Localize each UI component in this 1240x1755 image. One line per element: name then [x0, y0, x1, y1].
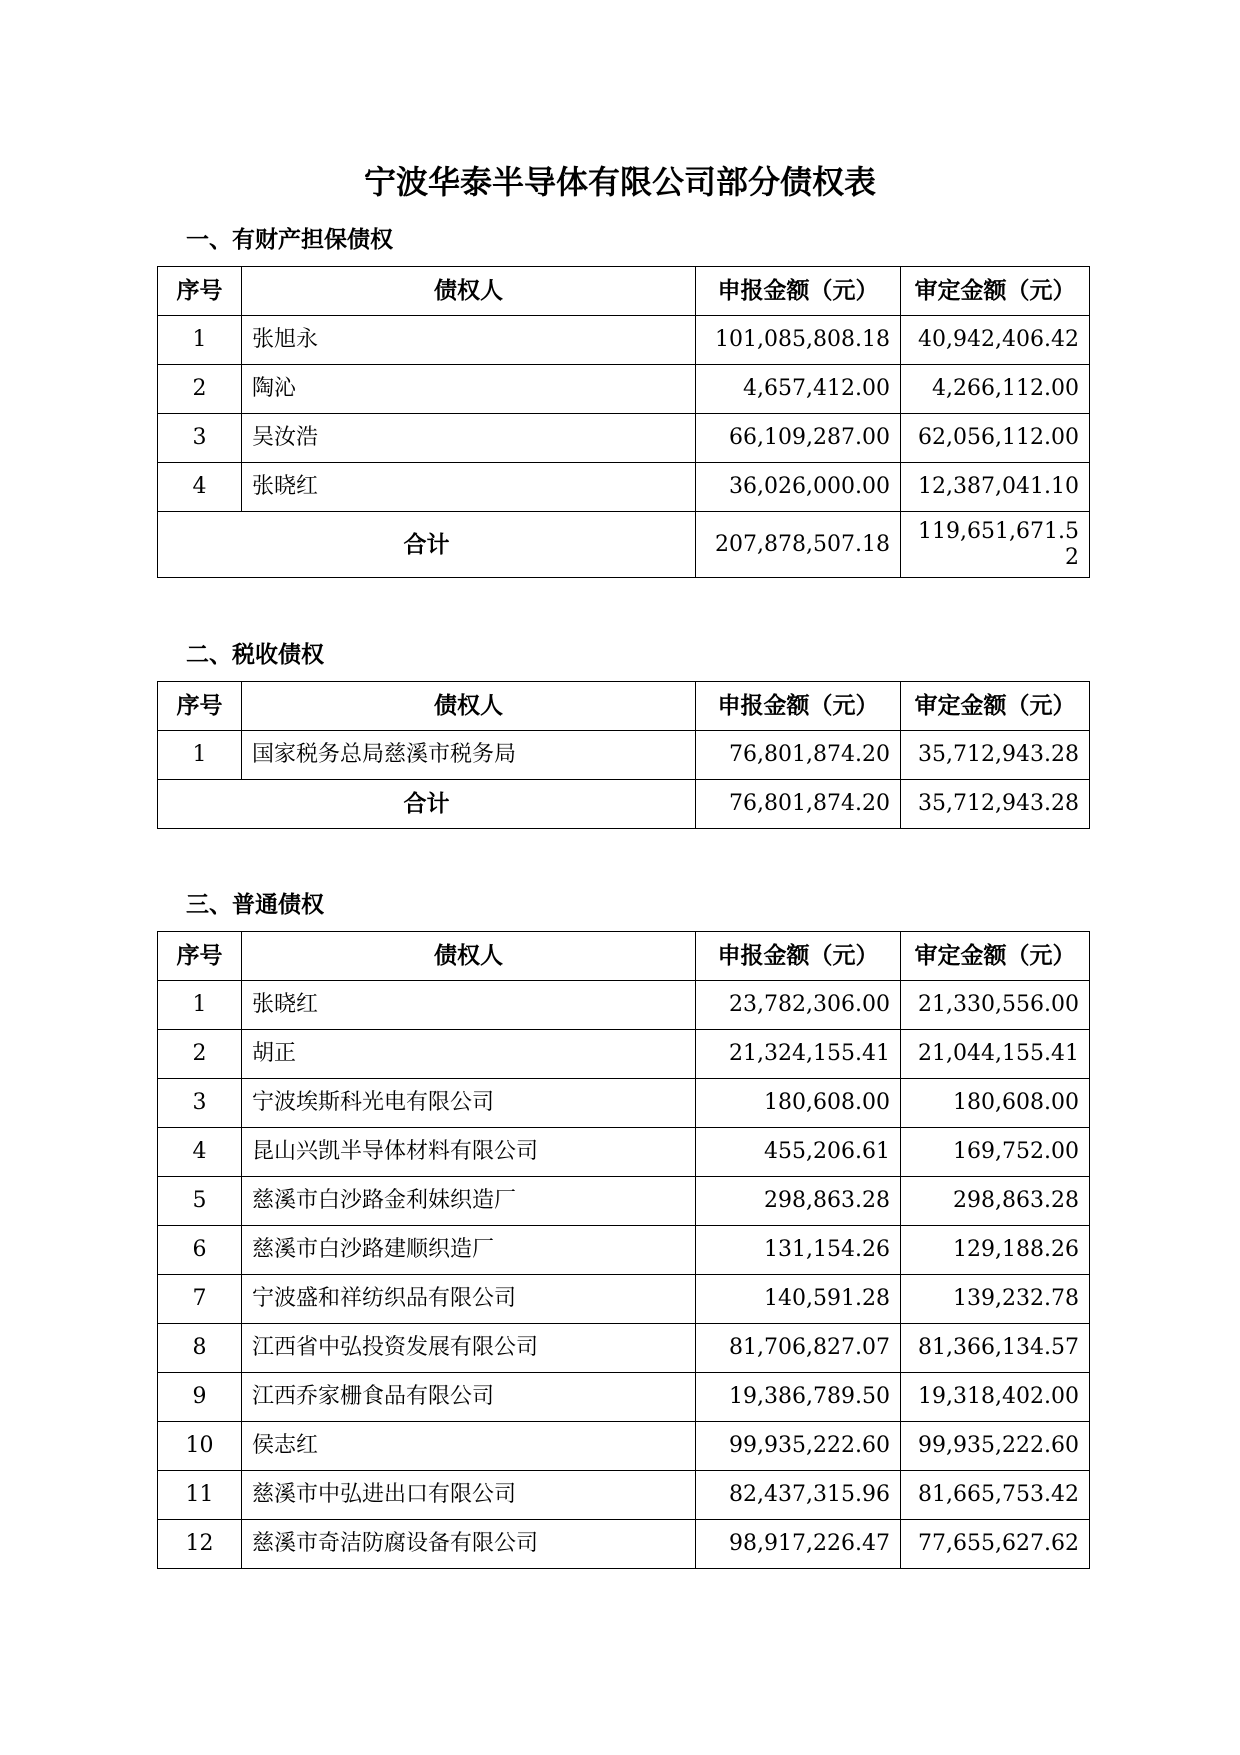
total-approved: 35,712,943.28	[901, 780, 1090, 829]
row-declared: 21,324,155.41	[696, 1030, 901, 1079]
table-header-row	[158, 932, 1090, 981]
row-seq: 10	[158, 1422, 242, 1471]
row-creditor: 张晓红	[242, 981, 696, 1030]
row-creditor: 昆山兴凯半导体材料有限公司	[242, 1128, 696, 1177]
row-creditor: 陶沁	[242, 365, 696, 414]
table-row	[158, 1275, 1090, 1324]
row-seq: 5	[158, 1177, 242, 1226]
row-declared: 298,863.28	[696, 1177, 901, 1226]
table-row	[158, 731, 1090, 780]
row-creditor: 慈溪市中弘进出口有限公司	[242, 1471, 696, 1520]
header-creditor: 债权人	[242, 267, 696, 316]
row-creditor: 江西乔家栅食品有限公司	[242, 1373, 696, 1422]
row-declared: 180,608.00	[696, 1079, 901, 1128]
table-row	[158, 414, 1090, 463]
row-creditor: 宁波埃斯科光电有限公司	[242, 1079, 696, 1128]
row-declared: 98,917,226.47	[696, 1520, 901, 1569]
row-seq: 6	[158, 1226, 242, 1275]
table-row	[158, 1128, 1090, 1177]
row-seq: 4	[158, 463, 242, 512]
header-approved: 审定金额（元）	[901, 932, 1090, 981]
row-creditor: 宁波盛和祥纺织品有限公司	[242, 1275, 696, 1324]
row-approved: 139,232.78	[901, 1275, 1090, 1324]
row-seq: 12	[158, 1520, 242, 1569]
row-creditor: 吴汝浩	[242, 414, 696, 463]
row-declared: 140,591.28	[696, 1275, 901, 1324]
page-title: 宁波华泰半导体有限公司部分债权表	[363, 163, 876, 201]
row-approved: 169,752.00	[901, 1128, 1090, 1177]
row-seq: 1	[158, 316, 242, 365]
header-creditor: 债权人	[242, 932, 696, 981]
row-creditor: 国家税务总局慈溪市税务局	[242, 731, 696, 780]
row-approved: 180,608.00	[901, 1079, 1090, 1128]
total-approved: 119,651,671.52	[901, 512, 1090, 578]
row-approved: 35,712,943.28	[901, 731, 1090, 780]
row-seq: 4	[158, 1128, 242, 1177]
table-header-row	[158, 682, 1090, 731]
row-declared: 66,109,287.00	[696, 414, 901, 463]
row-seq: 1	[158, 981, 242, 1030]
row-approved: 77,655,627.62	[901, 1520, 1090, 1569]
row-seq: 2	[158, 1030, 242, 1079]
table-row	[158, 1471, 1090, 1520]
row-seq: 3	[158, 1079, 242, 1128]
header-creditor: 债权人	[242, 682, 696, 731]
row-approved: 99,935,222.60	[901, 1422, 1090, 1471]
row-declared: 131,154.26	[696, 1226, 901, 1275]
row-approved: 12,387,041.10	[901, 463, 1090, 512]
header-seq: 序号	[158, 932, 242, 981]
header-seq: 序号	[158, 682, 242, 731]
row-creditor: 胡正	[242, 1030, 696, 1079]
row-approved: 19,318,402.00	[901, 1373, 1090, 1422]
row-declared: 81,706,827.07	[696, 1324, 901, 1373]
row-declared: 19,386,789.50	[696, 1373, 901, 1422]
row-creditor: 侯志红	[242, 1422, 696, 1471]
row-creditor: 江西省中弘投资发展有限公司	[242, 1324, 696, 1373]
tax-claims-table	[157, 681, 1090, 829]
table-row	[158, 1177, 1090, 1226]
row-seq: 1	[158, 731, 242, 780]
section-heading-general: 三、普通债权	[186, 892, 324, 918]
table-row	[158, 1226, 1090, 1275]
table-row	[158, 981, 1090, 1030]
header-declared: 申报金额（元）	[696, 267, 901, 316]
total-declared: 207,878,507.18	[696, 512, 901, 578]
header-approved: 审定金额（元）	[901, 267, 1090, 316]
header-declared: 申报金额（元）	[696, 682, 901, 731]
row-declared: 101,085,808.18	[696, 316, 901, 365]
row-approved: 298,863.28	[901, 1177, 1090, 1226]
row-seq: 11	[158, 1471, 242, 1520]
row-declared: 82,437,315.96	[696, 1471, 901, 1520]
row-declared: 23,782,306.00	[696, 981, 901, 1030]
table-row	[158, 463, 1090, 512]
row-seq: 7	[158, 1275, 242, 1324]
row-declared: 455,206.61	[696, 1128, 901, 1177]
secured-claims-table	[157, 266, 1090, 578]
row-seq: 2	[158, 365, 242, 414]
row-approved: 21,044,155.41	[901, 1030, 1090, 1079]
row-approved: 62,056,112.00	[901, 414, 1090, 463]
section-heading-secured: 一、有财产担保债权	[186, 227, 393, 253]
row-creditor: 慈溪市白沙路建顺织造厂	[242, 1226, 696, 1275]
row-creditor: 慈溪市白沙路金利妹织造厂	[242, 1177, 696, 1226]
total-declared: 76,801,874.20	[696, 780, 901, 829]
row-approved: 129,188.26	[901, 1226, 1090, 1275]
row-declared: 76,801,874.20	[696, 731, 901, 780]
table-row	[158, 1079, 1090, 1128]
row-declared: 36,026,000.00	[696, 463, 901, 512]
table-row	[158, 1373, 1090, 1422]
row-approved: 21,330,556.00	[901, 981, 1090, 1030]
section-heading-tax: 二、税收债权	[186, 642, 324, 668]
total-label: 合计	[158, 512, 696, 578]
header-seq: 序号	[158, 267, 242, 316]
header-approved: 审定金额（元）	[901, 682, 1090, 731]
table-row	[158, 1520, 1090, 1569]
total-row	[158, 512, 1090, 578]
row-declared: 4,657,412.00	[696, 365, 901, 414]
row-approved: 81,665,753.42	[901, 1471, 1090, 1520]
row-approved: 4,266,112.00	[901, 365, 1090, 414]
row-seq: 3	[158, 414, 242, 463]
table-row	[158, 1324, 1090, 1373]
header-declared: 申报金额（元）	[696, 932, 901, 981]
table-row	[158, 1030, 1090, 1079]
row-creditor: 慈溪市奇洁防腐设备有限公司	[242, 1520, 696, 1569]
total-label: 合计	[158, 780, 696, 829]
table-row	[158, 316, 1090, 365]
row-creditor: 张旭永	[242, 316, 696, 365]
row-approved: 40,942,406.42	[901, 316, 1090, 365]
row-seq: 8	[158, 1324, 242, 1373]
table-row	[158, 365, 1090, 414]
row-approved: 81,366,134.57	[901, 1324, 1090, 1373]
table-row	[158, 1422, 1090, 1471]
row-creditor: 张晓红	[242, 463, 696, 512]
table-header-row	[158, 267, 1090, 316]
row-declared: 99,935,222.60	[696, 1422, 901, 1471]
total-row	[158, 780, 1090, 829]
row-seq: 9	[158, 1373, 242, 1422]
general-claims-table	[157, 931, 1090, 1569]
